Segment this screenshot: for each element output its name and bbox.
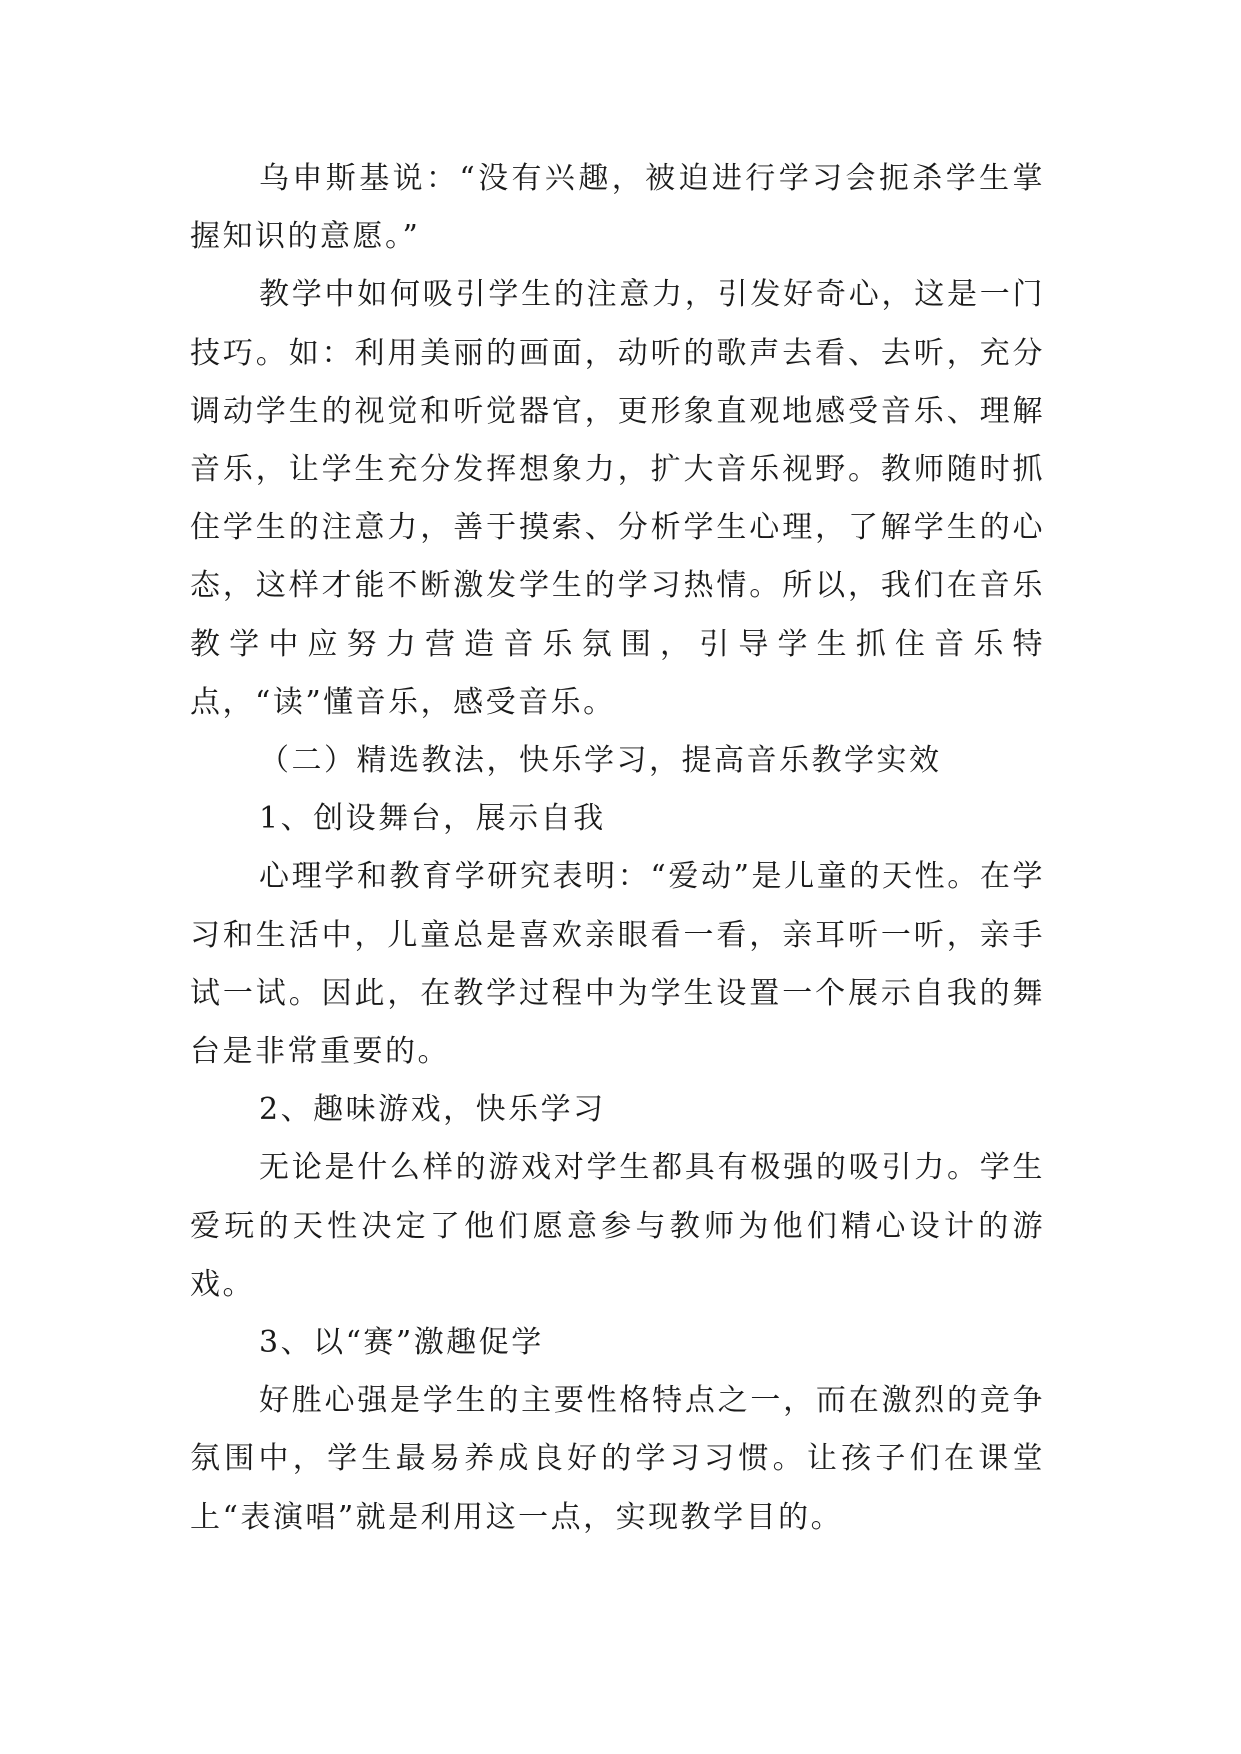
subheading-2: 2、趣味游戏，快乐学习 <box>259 1092 606 1128</box>
paragraph-attention-technique: 教学中如何吸引学生的注意力，引发好奇心，这是一门技巧。如：利用美丽的画面，动听的歌声去看、去听，充分调动学生的视觉和听觉器官，更形象直观地感受音乐、理解音乐，让学生充分发挥想象力，扩大音乐视野。教师随时抓住学生的注意力，善于摸索、分析学生心理，了解学生的心态，这样才能不断激发学生的学习热情。所以，我们在音乐教学中应努力营造音乐氛围，引导学生抓住音乐特点，“读”懂音乐，感受音乐。 <box>190 277 1045 720</box>
subheading-1: 1、创设舞台，展示自我 <box>259 801 606 837</box>
paragraph-quote-ushinsky: 乌申斯基说：“没有兴趣，被迫进行学习会扼杀学生掌握知识的意愿。” <box>190 161 1045 255</box>
paragraph-stage: 心理学和教育学研究表明：“爱动”是儿童的天性。在学习和生活中，儿童总是喜欢亲眼看一看，亲耳听一听，亲手试一试。因此，在教学过程中为学生设置一个展示自我的舞台是非常重要的。 <box>190 859 1045 1070</box>
subheading-3: 3、以“赛”激趣促学 <box>259 1325 544 1361</box>
section-heading-2: （二）精选教法，快乐学习，提高音乐教学实效 <box>259 743 942 779</box>
document-body <box>190 150 1045 1547</box>
paragraph-competition: 好胜心强是学生的主要性格特点之一，而在激烈的竞争氛围中，学生最易养成良好的学习习惯。让孩子们在课堂上“表演唱”就是利用这一点，实现教学目的。 <box>190 1383 1045 1535</box>
paragraph-games: 无论是什么样的游戏对学生都具有极强的吸引力。学生爱玩的天性决定了他们愿意参与教师为他们精心设计的游戏。 <box>190 1150 1045 1302</box>
